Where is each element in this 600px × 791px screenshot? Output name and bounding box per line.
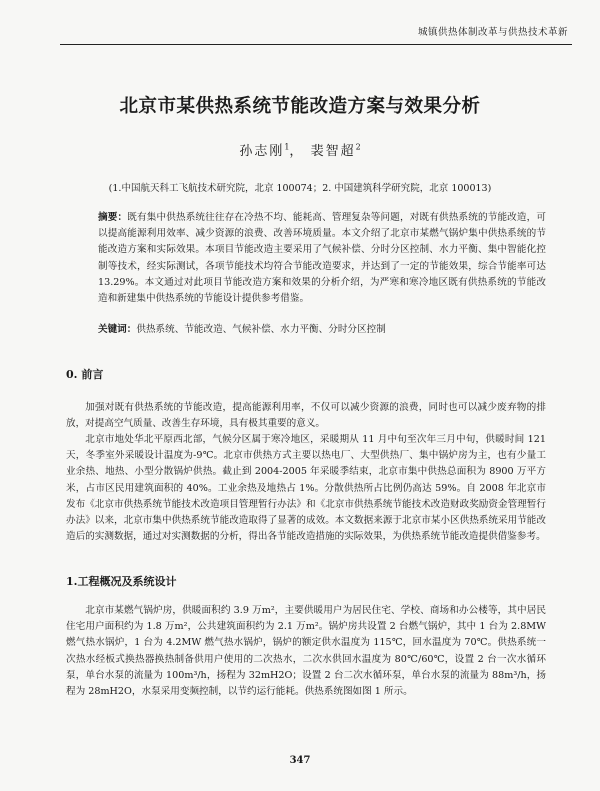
section-heading-preface: 0. 前言 [66, 368, 104, 381]
paper-title: 北京市某供热系统节能改造方案与效果分析 [119, 96, 481, 117]
author-name: 裴智超 [310, 144, 356, 159]
keywords [98, 322, 546, 338]
body-paragraph: 北京市某燃气锅炉房，供暖面积约 3.9 万m²，主要供暖用户为居民住宅、学校、商场和办公楼等，其中居民住宅用户面积约为 1.8 万m²，公共建筑面积约为 2.1 万m²。锅炉房共设置 2 台燃气锅炉，其中 1 台为 2.8MW 燃气热水锅炉，1 台为 4.2MW 燃气热水锅炉，锅炉的额定供水温度为 115℃，回水温度为 70℃。供热系统一次热水经板式换热器换热制备供用户使用的二次热水，二次水供回水温度为 80℃/60℃，设置 2 台一次水循环泵，单台水泵的流量为 100m³/h，扬程为 32mH2O；设置 2 台二次水循环泵，单台水泵的流量为 88m³/h，扬程为 28mH2O，水泵采用变频控制，以节约运行能耗。供热系统图如图 1 所示。 [66, 605, 546, 698]
body-paragraph: 加强对既有供热系统的节能改造，提高能源利用率，不仅可以减少资源的浪费，同时也可以减少废弃物的排放，对提高空气质量、改善生存环境，具有极其重要的意义。 [66, 402, 546, 430]
author-affiliation-mark: 1 [284, 142, 290, 152]
section-heading-overview: 1.工程概况及系统设计 [66, 575, 177, 588]
abstract [98, 210, 546, 307]
author-name: 孙志刚 [239, 144, 285, 159]
author-affiliation-mark: 2 [355, 142, 361, 152]
author-list: 孙志刚$^1$， 裴智超$^2$ [239, 142, 361, 159]
page-number: 347 [289, 755, 311, 766]
abstract-label: 摘要： [98, 212, 128, 223]
running-header [60, 14, 572, 45]
keywords-text: 供热系统、节能改造、气候补偿、水力平衡、分时分区控制 [136, 324, 386, 335]
keywords-label: 关键词： [98, 324, 137, 335]
affiliation: (1.中国航天科工飞航技术研究院，北京 100074；2. 中国建筑科学研究院，北京 100013) [108, 183, 492, 194]
abstract-text: 既有集中供热系统往往存在冷热不均、能耗高、管理复杂等问题，对既有供热系统的节能改造，可以提高能源利用效率、减少资源的浪费、改善环境质量。本文介绍了北京市某燃气锅炉集中供热系统的节能改造方案和实际效果。本项目节能改造主要采用了气候补偿、分时分区控制、水力平衡、集中智能化控制等技术，经实际测试，各项节能技术均符合节能改造要求，并达到了一定的节能效果，综合节能率可达 13.29%。本文通过对此项目节能改造方案和效果的分析介绍，为严寒和寒冷地区既有供热系统的节能改造和新建集中供热系统的节能设计提供参考借鉴。 [98, 212, 547, 305]
running-title: 城镇供热体制改革与供热技术革新 [417, 27, 568, 38]
body-paragraph: 北京市地处华北平原西北部，气候分区属于寒冷地区，采暖期从 11 月中旬至次年三月中旬，供暖时间 121 天，冬季室外采暖设计温度为-9℃。北京市供热方式主要以热电厂、大型供热厂、集中锅炉房为主，也有少量工业余热、地热、小型分散锅炉供热。截止到 2004-2005 年采暖季结束，北京市集中供热总面积为 8900 万平方米，占市区民用建筑面积的 40%。工业余热及地热占 1%。分散供热所占比例仍高达 59%。自 2008 年北京市发布《北京市供热系统节能技术改造项目管理暂行办法》和《北京市供热系统节能技术改造财政奖励资金管理暂行办法》以来，北京市集中供热系统节能改造取得了显著的成效。本文数据来源于北京市某小区供热系统采用节能改造后的实测数据，通过对实测数据的分析，得出各节能改造措施的实际效果，为供热系统节能改造提供借鉴参考。 [66, 434, 546, 543]
